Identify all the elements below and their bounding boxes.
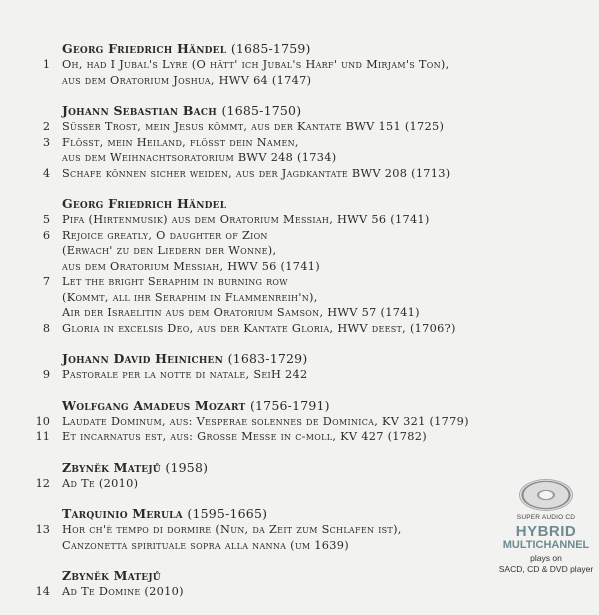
composer-name: Johann David Heinichen	[62, 351, 224, 366]
track-title-line: Ad Te Domine (2010)	[62, 585, 184, 598]
track-title-line: Hor ch'è tempo di dormire (Nun, da Zeit zum Schlafen ist),	[62, 523, 402, 536]
track-row	[28, 274, 548, 321]
composer-dates: (1683-1729)	[227, 351, 308, 366]
track-title-line: Pifa (Hirtenmusik) aus dem Oratorium Messiah, HWV 56 (1741)	[62, 213, 430, 226]
sacd-hybrid-logo	[497, 479, 595, 591]
track-row	[28, 119, 548, 135]
track-number: 4	[42, 166, 50, 180]
track-row	[28, 166, 548, 182]
track-title-line: Süsser Trost, mein Jesus kömmt, aus der Kantate BWV 151 (1725)	[62, 120, 445, 133]
track-title-line: (Erwach' zu den Liedern der Wonne),	[62, 244, 277, 257]
track-row	[28, 135, 548, 166]
composer-group	[28, 351, 548, 383]
track-title	[62, 228, 320, 275]
composer-group	[28, 398, 548, 445]
composer-heading	[28, 398, 548, 414]
track-row	[28, 414, 548, 430]
track-row	[28, 522, 548, 553]
track-title-line: Air der Israelitin aus dem Oratorium Samson, HWV 57 (1741)	[62, 306, 420, 319]
track-row	[28, 584, 548, 600]
track-title	[62, 212, 430, 228]
composer-heading	[28, 351, 548, 367]
track-number: 2	[42, 120, 50, 133]
track-row	[28, 321, 548, 337]
composer-heading	[28, 41, 548, 57]
track-title	[62, 429, 427, 445]
track-row	[28, 212, 548, 228]
hybrid-label: HYBRID	[515, 523, 577, 540]
composer-heading	[28, 103, 548, 119]
track-title	[62, 584, 184, 600]
track-title-line: Ad Te (2010)	[62, 476, 139, 490]
composer-heading	[28, 460, 548, 476]
composer-group	[28, 103, 548, 181]
track-title-line: Canzonetta spirituale sopra alla nanna (um 1639)	[62, 538, 349, 552]
multichannel-label: MULTICHANNEL	[502, 539, 590, 551]
composer-name: Zbyněk Matejů	[62, 459, 161, 475]
track-title	[62, 166, 450, 182]
composer-heading	[28, 568, 548, 584]
track-row	[28, 228, 548, 275]
track-number: 14	[35, 585, 50, 598]
track-number: 8	[42, 321, 50, 335]
disc-icon	[519, 479, 573, 511]
composer-dates: (1958)	[165, 459, 209, 475]
composer-name: Zbyněk Matejů	[62, 568, 161, 583]
composer-dates: (1685-1759)	[230, 41, 311, 56]
track-title	[62, 135, 336, 166]
composer-group	[28, 41, 548, 88]
track-title-line: Rejoice greatly, O daughter of Zion	[62, 228, 268, 242]
track-title-line: Laudate Dominum, aus: Vesperae solennes de Dominica, KV 321 (1779)	[62, 414, 469, 428]
track-title	[62, 57, 450, 88]
composer-name: Johann Sebastian Bach	[62, 103, 217, 118]
plays-on-label: plays on	[530, 553, 562, 563]
composer-dates: (1756-1791)	[249, 397, 330, 413]
track-number: 9	[42, 368, 50, 381]
track-title-line: Schafe können sicher weiden, aus der Jagdkantate BWV 208 (1713)	[62, 166, 451, 180]
track-title	[62, 414, 469, 430]
track-title	[62, 119, 444, 135]
composer-dates: (1685-1750)	[221, 103, 302, 118]
track-title	[62, 321, 456, 337]
composer-name: Georg Friedrich Händel	[62, 41, 227, 56]
track-number: 12	[35, 476, 50, 490]
track-title-line: Pastorale per la notte di natale, SeiH 242	[62, 368, 308, 381]
composer-dates: (1595-1665)	[187, 506, 268, 521]
track-number: 13	[35, 523, 50, 536]
composer-name: Wolfgang Amadeus Mozart	[62, 397, 246, 413]
track-row	[28, 57, 548, 88]
track-title-line: aus dem Oratorium Joshua, HWV 64 (1747)	[62, 73, 312, 87]
track-title	[62, 274, 420, 321]
track-number: 11	[35, 430, 50, 443]
track-title	[62, 367, 307, 383]
composer-group	[28, 460, 548, 492]
track-number: 10	[35, 414, 50, 428]
track-row	[28, 367, 548, 383]
composer-name: Tarquinio Merula	[62, 506, 183, 521]
composer-heading	[28, 506, 548, 522]
composer-name: Georg Friedrich Händel	[62, 196, 227, 211]
track-title	[62, 476, 138, 492]
track-title	[62, 522, 402, 553]
track-number: 7	[42, 275, 50, 288]
tracklist	[28, 41, 548, 615]
track-title-line: Flösst, mein Heiland, flösst dein Namen,	[62, 135, 299, 149]
track-number: 5	[42, 213, 50, 226]
track-title-line: (Kommt, all ihr Seraphim in Flammenreih'n),	[62, 290, 318, 304]
composer-heading	[28, 196, 548, 212]
track-row	[28, 476, 548, 492]
composer-group	[28, 506, 548, 553]
track-number: 3	[42, 135, 50, 149]
track-title-line: aus dem Oratorium Messiah, HWV 56 (1741)	[62, 259, 320, 273]
track-title-line: aus dem Weihnachtsoratorium BWV 248 (1734)	[62, 151, 337, 164]
track-number: 6	[42, 228, 50, 242]
players-label: SACD, CD & DVD player	[498, 564, 594, 574]
composer-group	[28, 196, 548, 336]
track-title-line: Let the bright Seraphim in burning row	[62, 275, 288, 288]
track-title-line: Et incarnatus est, aus: Grosse Messe in c-moll, KV 427 (1782)	[62, 430, 427, 443]
super-audio-cd-label: SUPER AUDIO CD	[516, 514, 576, 521]
track-row	[28, 429, 548, 445]
track-title-line: Gloria in excelsis Deo, aus der Kantate Gloria, HWV deest, (1706?)	[62, 321, 456, 335]
track-title-line: Oh, had I Jubal's Lyre (O hätt' ich Jubal's Harf' und Mirjam's Ton),	[62, 58, 450, 71]
track-number: 1	[42, 58, 50, 71]
